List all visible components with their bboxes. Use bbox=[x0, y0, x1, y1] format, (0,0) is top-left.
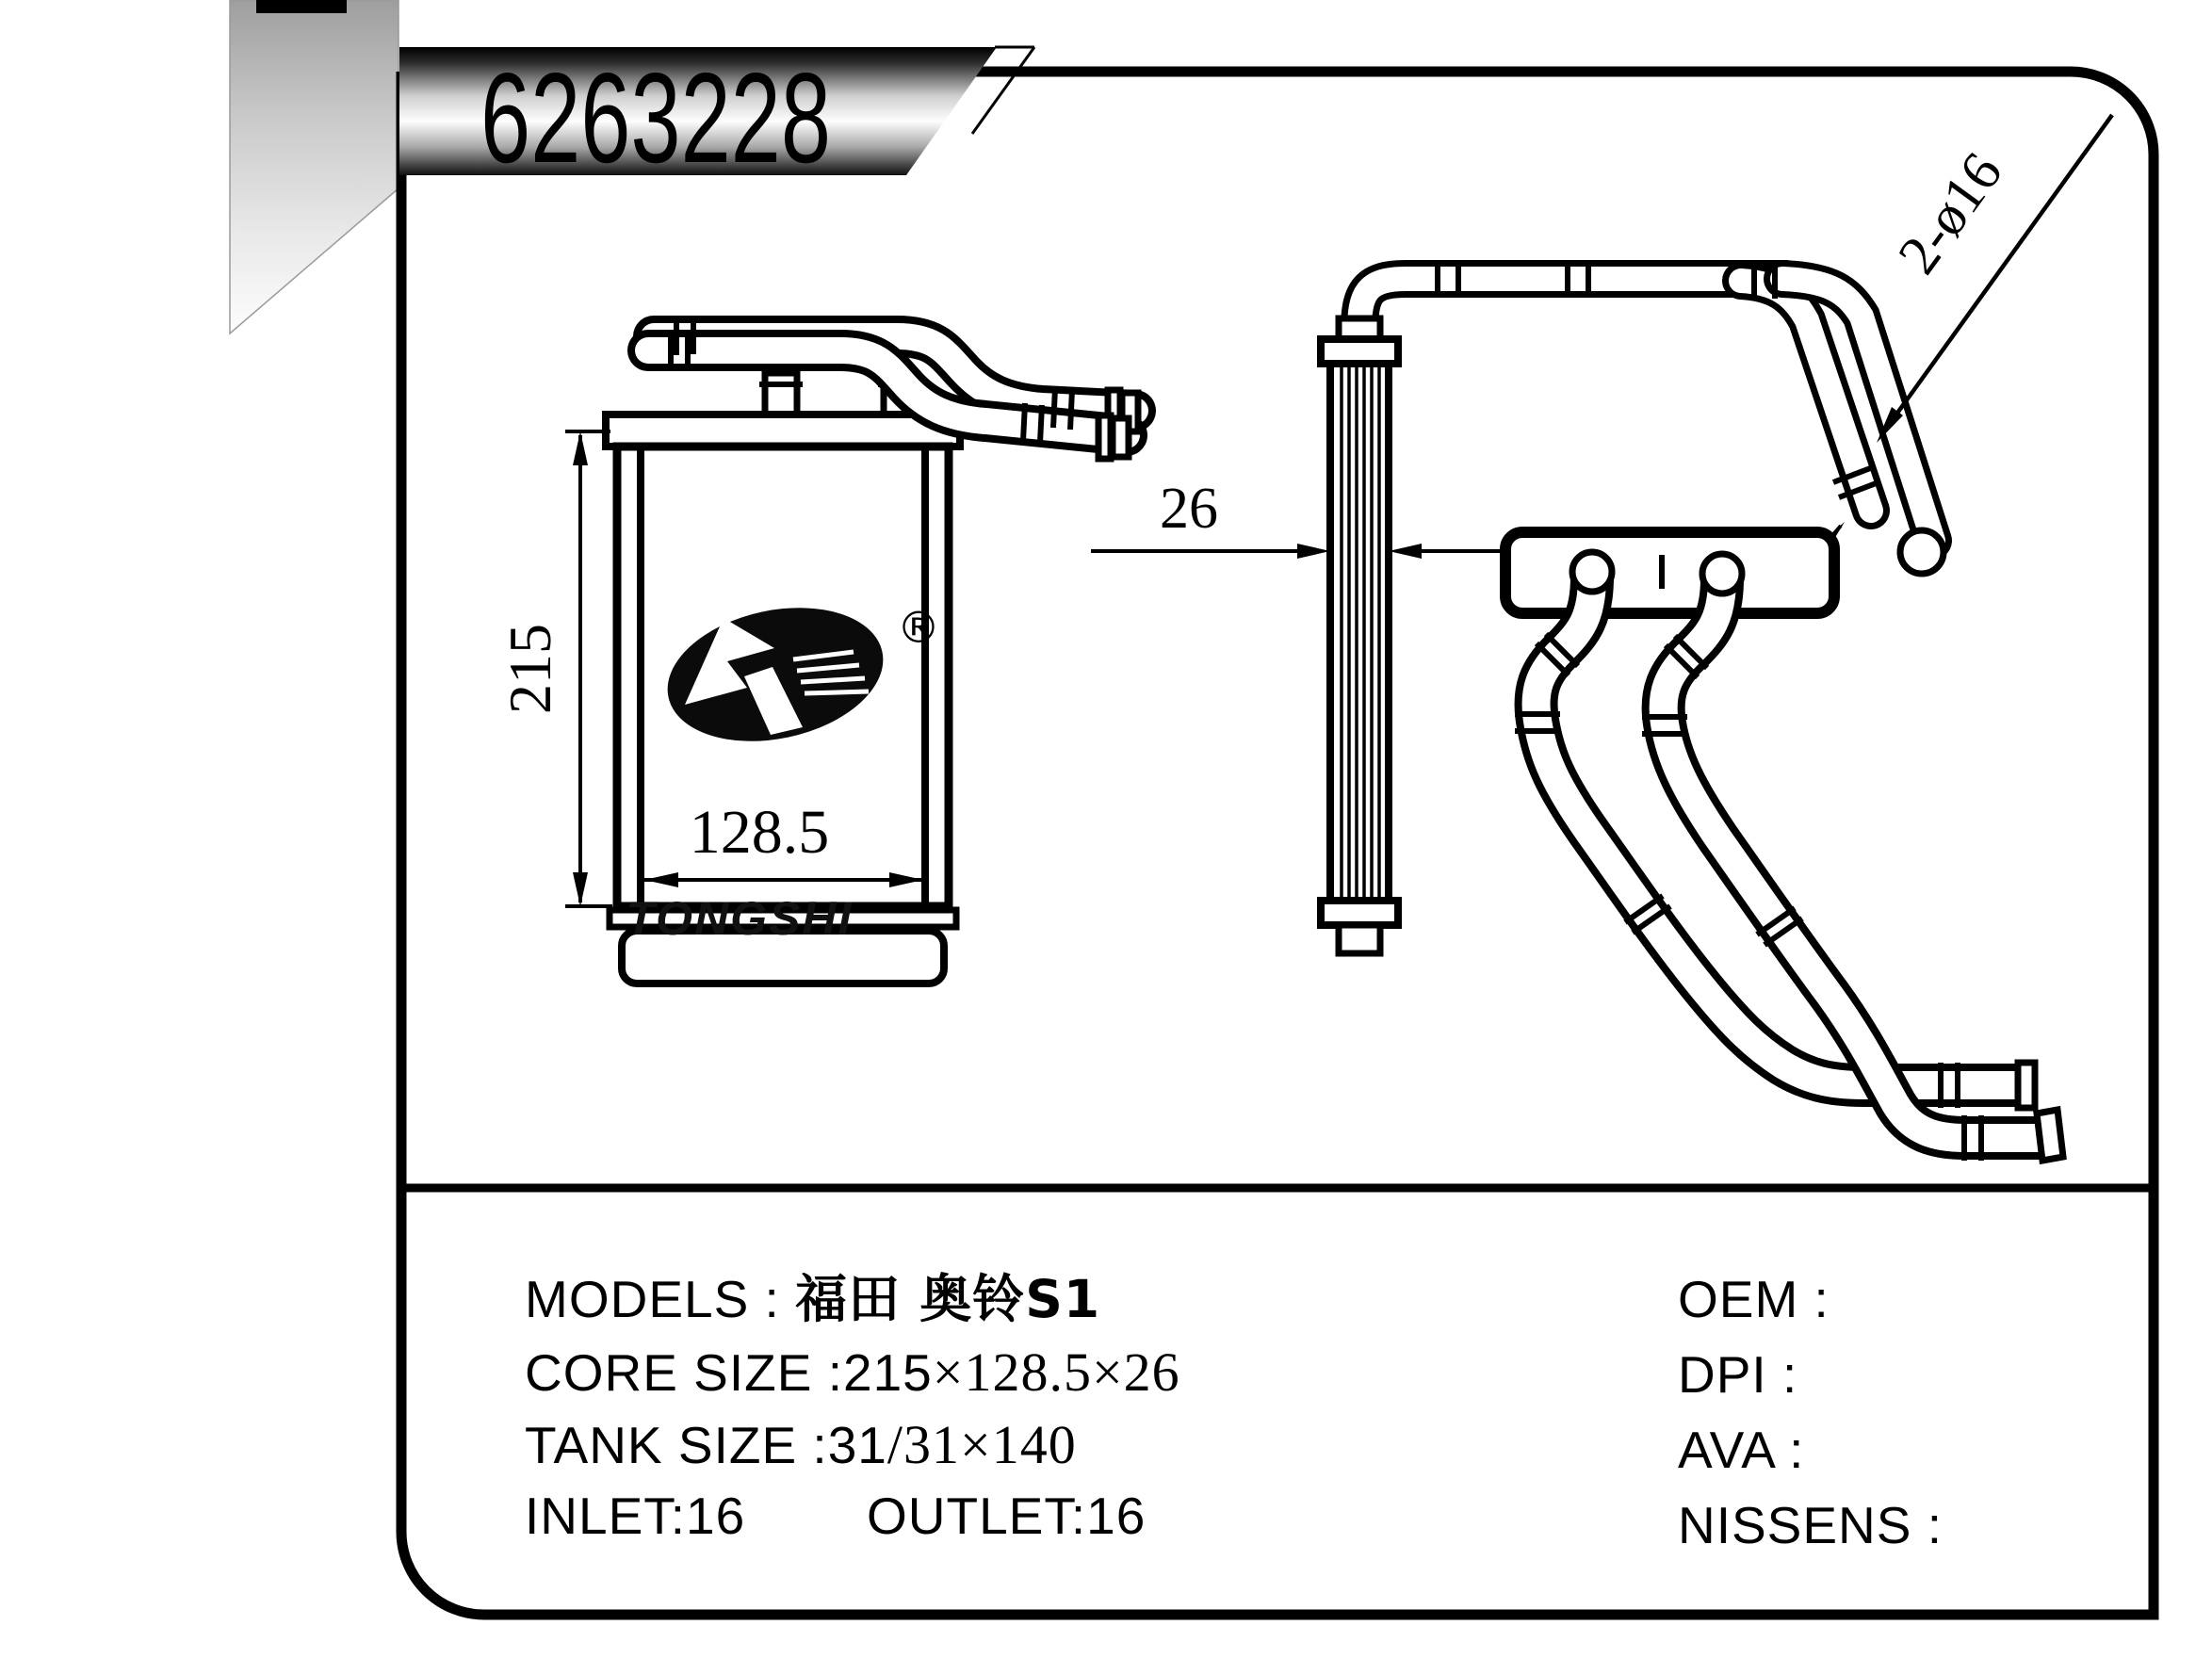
core-size-value-a: 215 bbox=[843, 1343, 933, 1402]
column-foot bbox=[1339, 925, 1380, 953]
dim-text-215: 215 bbox=[496, 624, 563, 714]
hose-left-end-cap bbox=[2018, 1063, 2035, 1108]
column-bottom-collar bbox=[1321, 901, 1398, 925]
mounting-bracket bbox=[1505, 532, 1834, 613]
part-number-text: 6263228 bbox=[480, 46, 831, 189]
models-label: MODELS : bbox=[525, 1270, 796, 1328]
pipe-view bbox=[1505, 532, 2063, 1161]
logo-wordmark: TONGSHI bbox=[626, 892, 854, 945]
spec-inlet: INLET:16 bbox=[525, 1487, 746, 1545]
pipe-b-end-ring bbox=[1098, 415, 1111, 459]
pipe-b-clamp-3 bbox=[1023, 403, 1025, 441]
ribbon-shape bbox=[230, 0, 398, 333]
dim-text-128: 128.5 bbox=[689, 798, 830, 867]
arrow-left-icon bbox=[1389, 544, 1422, 559]
pipe-b-end-cap bbox=[1113, 418, 1129, 457]
spec-ava: AVA : bbox=[1678, 1421, 1805, 1479]
corner-ribbon bbox=[230, 0, 398, 333]
models-value: 福田 奥铃S1 bbox=[795, 1269, 1101, 1329]
pipe-a-clamp-3 bbox=[1053, 388, 1055, 428]
core-size-label: CORE SIZE : bbox=[525, 1343, 843, 1402]
top-tank-plate bbox=[606, 414, 960, 447]
core-size-value-b: ×128.5×26 bbox=[932, 1341, 1180, 1403]
spec-dpi: DPI : bbox=[1678, 1345, 1798, 1404]
spec-row-tank-size bbox=[525, 1414, 1077, 1475]
spec-oem: OEM : bbox=[1678, 1270, 1830, 1328]
callout-text: 2-ø16 bbox=[1885, 141, 2014, 285]
spec-nissens: NISSENS : bbox=[1678, 1496, 1944, 1554]
tank-stub-left bbox=[765, 373, 797, 416]
tank-size-value-a: 31 bbox=[827, 1416, 887, 1474]
hose-right-inner bbox=[1664, 578, 2044, 1138]
spec-outlet: OUTLET:16 bbox=[867, 1487, 1147, 1545]
tank-size-label: TANK SIZE : bbox=[525, 1416, 828, 1474]
pipe-b-clamp-4 bbox=[1040, 405, 1042, 443]
hose-left-outer bbox=[1536, 577, 2022, 1085]
height-dimension bbox=[496, 431, 612, 906]
spec-row-models bbox=[525, 1269, 1101, 1329]
registered-mark-icon: ® bbox=[897, 602, 940, 653]
pipe-a-clamp-4 bbox=[1070, 390, 1072, 430]
dim-text-26: 26 bbox=[1160, 477, 1218, 541]
tank-size-value-b: /31×140 bbox=[886, 1414, 1077, 1475]
front-view bbox=[496, 317, 1138, 983]
spec-row-core-size bbox=[525, 1341, 1180, 1403]
pipe-bore-circle bbox=[1900, 530, 1944, 574]
depth-dimension bbox=[1091, 477, 1507, 559]
hose-right-end-cap bbox=[2037, 1110, 2063, 1161]
arrow-right-icon bbox=[1297, 544, 1330, 559]
arrow-down-icon bbox=[573, 872, 588, 906]
bracket-hole-right bbox=[1702, 554, 1742, 593]
ribbon-tab bbox=[256, 0, 347, 13]
bracket-hole-left bbox=[1572, 552, 1612, 592]
part-number-banner bbox=[399, 46, 1034, 189]
arrow-up-icon bbox=[573, 431, 588, 465]
